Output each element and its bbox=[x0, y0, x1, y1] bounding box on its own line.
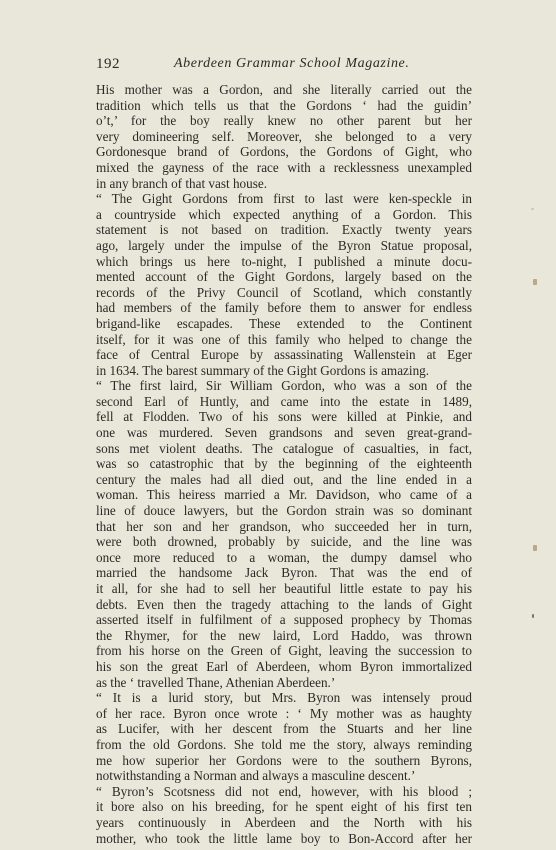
margin-speck bbox=[532, 614, 534, 618]
text-line: statement is not based on tradition. Exactly twenty years bbox=[96, 222, 472, 238]
text-line: years continuously in Aberdeen and the North with his bbox=[96, 814, 472, 830]
text-line: “ Byron’s Scotsness did not end, however, with his blood ; bbox=[96, 783, 472, 799]
body-text bbox=[96, 82, 472, 846]
text-line: “ It is a lurid story, but Mrs. Byron was intensely proud bbox=[96, 690, 472, 706]
margin-speck bbox=[533, 279, 537, 285]
text-line: itself, for it was one of this family who helped to change the bbox=[96, 331, 472, 347]
text-line: “ The first laird, Sir William Gordon, who was a son of the bbox=[96, 378, 472, 394]
text-line: notwithstanding a Norman and always a masculine descent.’ bbox=[96, 768, 416, 784]
text-line: from the old Gordons. She told me the story, always reminding bbox=[96, 736, 472, 752]
text-line: century the males had all died out, and the line ended in a bbox=[96, 471, 472, 487]
margin-speck bbox=[531, 208, 534, 210]
text-line: mixed the gayness of the race with a recklessness unexampled bbox=[96, 159, 472, 175]
text-line: his son the great Earl of Aberdeen, whom Byron immortalized bbox=[96, 658, 472, 674]
text-line: in 1634. The barest summary of the Gight Gordons is amazing. bbox=[96, 362, 430, 378]
text-line: which brings us here to-night, I published a minute docu- bbox=[96, 253, 472, 269]
text-line: records of the Privy Council of Scotland, which constantly bbox=[96, 284, 472, 300]
text-line: a countryside which expected anything of a Gordon. This bbox=[96, 206, 472, 222]
text-line: had members of the family before them to answer for endless bbox=[96, 300, 472, 316]
text-line: line of douce lawyers, but the Gordon strain was so dominant bbox=[96, 503, 472, 519]
text-line: asserted itself in fulfilment of a supposed prophecy by Thomas bbox=[96, 612, 472, 628]
paragraph bbox=[96, 784, 472, 846]
text-line: married the handsome Jack Byron. That was the end of bbox=[96, 565, 472, 581]
text-line: were both drowned, probably by suicide, and the line was bbox=[96, 534, 472, 550]
text-line: it bore also on his breeding, for he spent eight of his first ten bbox=[96, 799, 472, 815]
text-line: that her son and her grandson, who succeeded her in turn, bbox=[96, 518, 472, 534]
text-line: fell at Flodden. Two of his sons were killed at Pinkie, and bbox=[96, 409, 472, 425]
margin-speck bbox=[533, 545, 537, 551]
text-line: as the ‘ travelled Thane, Athenian Aberdeen.’ bbox=[96, 674, 336, 690]
text-line: in any branch of that vast house. bbox=[96, 175, 268, 191]
text-line: brigand-like escapades. These extended to the Continent bbox=[96, 315, 472, 331]
text-line: woman. This heiress married a Mr. Davidson, who came of a bbox=[96, 487, 472, 503]
paragraph bbox=[96, 191, 472, 378]
text-line: me how superior her Gordons were to the southern Byrons, bbox=[96, 752, 472, 768]
text-line: sons met violent deaths. The catalogue of casualties, in fact, bbox=[96, 440, 472, 456]
text-line: Gordonesque brand of Gordons, the Gordons of Gight, who bbox=[96, 144, 472, 160]
text-line: it all, for she had to sell her beautiful little estate to pay his bbox=[96, 581, 472, 596]
page-header bbox=[96, 56, 468, 74]
text-line: the Rhymer, for the new laird, Lord Haddo, was thrown bbox=[96, 627, 472, 643]
text-line: face of Central Europe by assassinating Wallenstein at Eger bbox=[96, 347, 472, 363]
text-line: was so catastrophic that by the beginning of the eighteenth bbox=[96, 456, 472, 472]
text-line: one was murdered. Seven grandsons and seven great-grand- bbox=[96, 425, 472, 441]
text-line: “ The Gight Gordons from first to last were ken-speckle in bbox=[96, 191, 472, 207]
text-line: mother, who took the little lame boy to Bon-Accord after her bbox=[96, 830, 472, 846]
text-line: of her race. Byron once wrote : ‘ My mother was as haughty bbox=[96, 705, 472, 721]
paragraph bbox=[96, 82, 472, 191]
text-line: very domineering self. Moreover, she belonged to a very bbox=[96, 128, 472, 144]
text-line: mented account of the Gight Gordons, largely based on the bbox=[96, 269, 472, 285]
text-line: ago, largely under the impulse of the Byron Statue proposal, bbox=[96, 237, 472, 253]
text-line: as Lucifer, with her descent from the Stuarts and her line bbox=[96, 721, 472, 737]
page-number: 192 bbox=[96, 56, 120, 72]
text-line: His mother was a Gordon, and she literally carried out the bbox=[96, 82, 472, 97]
paragraph bbox=[96, 378, 472, 690]
text-line: from his horse on the Green of Gight, leaving the succession to bbox=[96, 643, 472, 659]
paragraph bbox=[96, 690, 472, 784]
text-line: second Earl of Huntly, and came into the estate in 1489, bbox=[96, 393, 472, 409]
running-head: Aberdeen Grammar School Magazine. bbox=[174, 56, 410, 71]
text-line: tradition which tells us that the Gordons ‘ had the guidin’ bbox=[96, 97, 472, 113]
text-line: once more reduced to a woman, the dumpy damsel who bbox=[96, 549, 472, 565]
text-line: debts. Even then the tragedy attaching to the lands of Gight bbox=[96, 596, 472, 612]
text-line: o’t,’ for the boy really knew no other parent but her bbox=[96, 113, 472, 129]
